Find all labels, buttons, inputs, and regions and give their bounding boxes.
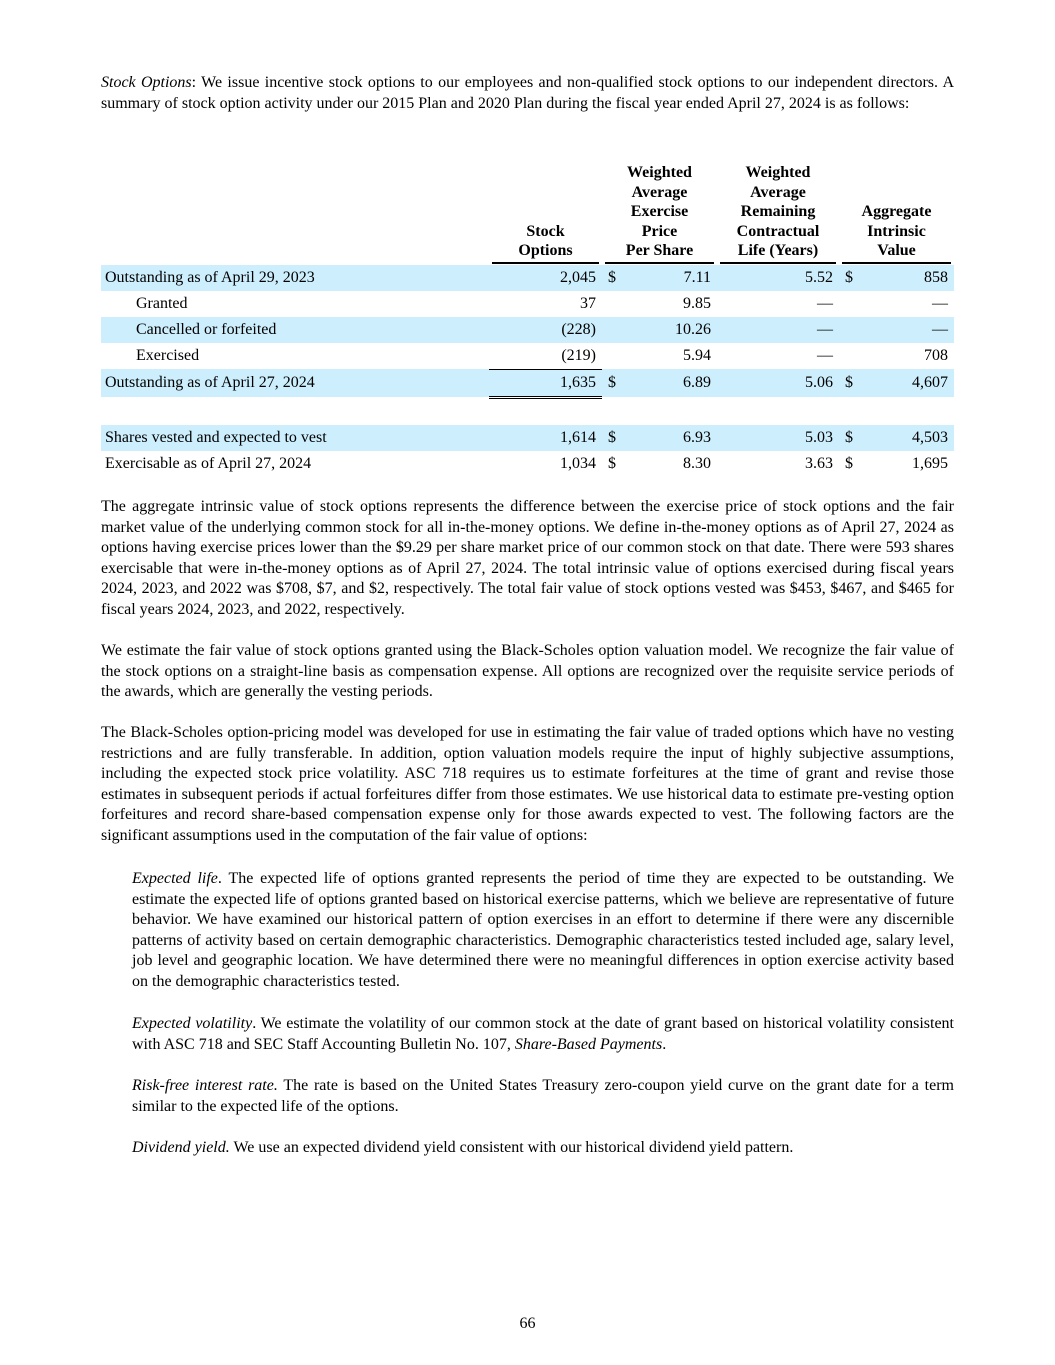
intro-lead: Stock Options [101, 74, 192, 91]
life-cell: 5.52 [717, 265, 839, 291]
table-row [101, 343, 954, 370]
dividend-yield-paragraph: Dividend yield. We use an expected dividend yield consistent with our historical dividend yield pattern. [132, 1139, 794, 1156]
currency-symbol [839, 343, 861, 370]
intrinsic-value-paragraph: The aggregate intrinsic value of stock options represents the difference between the exercise price of stock options and the fair market value of the underlying common stock for all in-the-money options. We define in-the-money options as of April 27, 2024 as options having exercise prices lower than the $9.29 per share market price of our common stock on that date. There were 593 shares exercisable that were in-the-money options as of April 27, 2024. The total intrinsic value of options exercised during fiscal years 2024, 2023, and 2022 was $708, $7, and $2, respectively. The total fair value of stock options vested was $453, $467, and $465 for fiscal years 2024, 2023, and 2022, respectively. [101, 498, 954, 618]
value-cell: 708 [924, 347, 948, 365]
life-cell: 5.06 [717, 369, 839, 397]
options-cell: 37 [580, 294, 596, 312]
expected-volatility-paragraph: Expected volatility. We estimate the volatility of our common stock at the date of grant based on historical volatility consistent with ASC 718 and SEC Staff Accounting Bulletin No. 107, Share-Based Payments. [132, 1015, 955, 1053]
price-cell: 8.30 [683, 454, 711, 472]
header-intrinsic-value: Aggregate Intrinsic Value [839, 163, 954, 265]
table-row [101, 265, 954, 291]
expected-life-paragraph: Expected life. The expected life of options granted represents the period of time they are expected to be outstanding. We estimate the expected life of options granted based on historical exercise patterns, which we believe are representative of future behavior. We have examined our historical pattern of option exercises in an effort to determine if there were any discernible patterns of activity based on certain demographic characteristics. Demographic characteristics tested included age, salary level, job level and geographic location. We have determined there were no meaningful differences in option exercise activity based on the demographic characteristics tested. [132, 870, 955, 990]
options-cell: 2,045 [489, 265, 602, 291]
currency-symbol [839, 291, 861, 317]
table-row [101, 291, 954, 317]
header-exercise-price: Weighted Average Exercise Price Per Share [602, 163, 717, 265]
options-cell: 1,614 [489, 425, 602, 451]
currency-symbol: $ [845, 454, 853, 472]
currency-symbol [602, 343, 624, 370]
row-label: Exercised [136, 347, 200, 365]
table-header-row [101, 163, 954, 265]
row-label: Outstanding as of April 29, 2023 [101, 265, 489, 291]
options-cell: 1,034 [560, 454, 596, 472]
price-cell: 9.85 [683, 294, 711, 312]
row-label: Granted [136, 294, 188, 312]
sab-reference: Share-Based Payments [514, 1035, 663, 1053]
value-cell: 1,695 [912, 454, 948, 472]
table-spacer-row [101, 397, 954, 425]
value-cell: 858 [861, 265, 954, 291]
dividend-yield-title: Dividend yield. [132, 1139, 230, 1156]
fair-value-paragraph: We estimate the fair value of stock options granted using the Black-Scholes option valuation model. We recognize the fair value of the stock options on a straight-line basis as compensation expense. All options are recognized over the requisite service periods of the awards, which are generally the vesting periods. [101, 642, 954, 701]
options-cell: (219) [561, 346, 596, 364]
currency-symbol: $ [839, 425, 861, 451]
row-label: Shares vested and expected to vest [101, 425, 489, 451]
page-number: 66 [519, 1315, 536, 1332]
life-cell: — [717, 317, 839, 343]
life-cell: 3.63 [805, 454, 833, 472]
table-row [101, 425, 954, 451]
currency-symbol: $ [602, 369, 624, 397]
price-cell: 10.26 [624, 317, 717, 343]
header-label-spacer [101, 163, 489, 265]
currency-symbol: $ [602, 425, 624, 451]
currency-symbol: $ [608, 454, 616, 472]
header-stock-options: Stock Options [489, 163, 602, 265]
expected-life-title: Expected life [132, 870, 218, 887]
price-cell: 6.93 [624, 425, 717, 451]
currency-symbol: $ [602, 265, 624, 291]
value-cell: 4,503 [861, 425, 954, 451]
life-cell: — [817, 294, 833, 312]
row-label: Outstanding as of April 27, 2024 [101, 369, 489, 397]
currency-symbol: $ [839, 369, 861, 397]
currency-symbol: $ [839, 265, 861, 291]
life-cell: 5.03 [717, 425, 839, 451]
row-label: Exercisable as of April 27, 2024 [105, 454, 312, 472]
black-scholes-paragraph: The Black-Scholes option-pricing model was developed for use in estimating the fair value of traded options which have no vesting restrictions and are fully transferable. In addition, option valuation models require the input of highly subjective assumptions, including the expected stock price volatility. ASC 718 requires us to estimate forfeitures at the time of grant and revise those estimates in subsequent periods if actual forfeitures differ from those estimates. We use historical data to estimate pre-vesting option forfeitures and record share-based compensation expense only for those awards expected to vest. The following factors are the significant assumptions used in the computation of the fair value of options: [101, 724, 954, 844]
price-cell: 6.89 [624, 369, 717, 397]
currency-symbol [602, 291, 624, 317]
table-row [101, 317, 954, 343]
expected-volatility-title: Expected volatility [132, 1015, 253, 1032]
life-cell: — [817, 347, 833, 365]
options-cell: 1,635 [489, 369, 602, 397]
price-cell: 7.11 [624, 265, 717, 291]
value-cell: 4,607 [861, 369, 954, 397]
risk-free-rate-paragraph: Risk-free interest rate. The rate is based on the United States Treasury zero-coupon yield curve on the grant date for a term similar to the expected life of the options. [132, 1077, 954, 1115]
value-cell: — [932, 294, 948, 312]
options-cell: (228) [489, 317, 602, 343]
row-label: Cancelled or forfeited [101, 317, 489, 343]
header-remaining-life: Weighted Average Remaining Contractual Life (Years) [717, 163, 839, 265]
intro-paragraph [101, 73, 954, 114]
intro-text: : We issue incentive stock options to our employees and non-qualified stock options to our independent directors. A summary of stock option activity under our 2015 Plan and 2020 Plan during the fiscal year ended April 27, 2024 is as follows: [101, 74, 955, 112]
table-row-total [101, 369, 954, 397]
table-row [101, 451, 954, 477]
price-cell: 5.94 [683, 347, 711, 365]
currency-symbol [602, 317, 624, 343]
stock-option-activity-table [101, 163, 954, 477]
currency-symbol [839, 317, 861, 343]
risk-free-title: Risk-free interest rate. [132, 1077, 278, 1094]
value-cell: — [861, 317, 954, 343]
